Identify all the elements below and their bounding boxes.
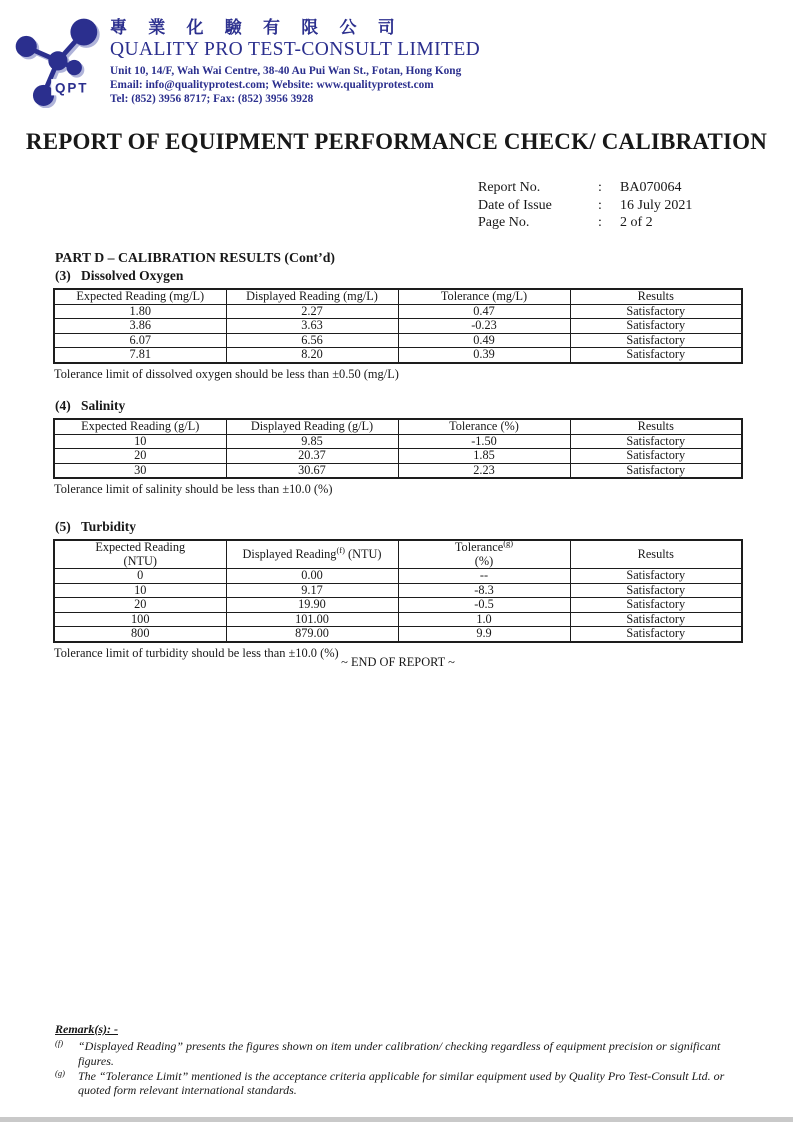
section-heading: [53, 268, 743, 284]
section-title: Turbidity: [81, 519, 137, 534]
column-header: Displayed Reading (mg/L): [226, 289, 398, 304]
column-header: Tolerance (%): [398, 419, 570, 434]
table-cell: Satisfactory: [570, 449, 742, 464]
company-logo: [8, 6, 104, 108]
table-cell: 3.86: [54, 319, 226, 334]
column-header: Expected Reading (g/L): [54, 419, 226, 434]
table-cell: 0.00: [226, 569, 398, 584]
table-row: [54, 463, 742, 478]
table-cell: 0: [54, 569, 226, 584]
table-cell: 30: [54, 463, 226, 478]
section-number: (5): [55, 519, 71, 534]
report-info-block: [478, 179, 692, 232]
report-number-label: Report No.: [478, 180, 541, 195]
salinity-table: [53, 418, 743, 479]
logo-qpt-text: QPT: [55, 80, 89, 96]
table-cell: Satisfactory: [570, 333, 742, 348]
page-number-label: Page No.: [478, 215, 530, 230]
table-row: [54, 583, 742, 598]
column-header: Results: [570, 540, 742, 569]
table-cell: 800: [54, 627, 226, 642]
company-email-website: Email: info@qualityprotest.com; Website: www.qualityprotest.com: [110, 78, 434, 91]
table-cell: Satisfactory: [570, 463, 742, 478]
company-address: Unit 10, 14/F, Wah Wai Centre, 38-40 Au Pui Wan St., Fotan, Hong Kong: [110, 65, 462, 77]
company-phone-fax: Tel: (852) 3956 8717; Fax: (852) 3956 3928: [110, 92, 314, 105]
table-row: [54, 333, 742, 348]
report-number-row: [478, 179, 692, 197]
table-cell: --: [398, 569, 570, 584]
remarks-block: [55, 1022, 750, 1098]
date-of-issue-label: Date of Issue: [478, 197, 552, 213]
table-cell: -0.23: [398, 319, 570, 334]
section-title: Dissolved Oxygen: [81, 268, 184, 283]
table-row: [54, 304, 742, 319]
dissolved-oxygen-table: [53, 288, 743, 364]
table-cell: 0.39: [398, 348, 570, 363]
tolerance-note: Tolerance limit of dissolved oxygen should be less than ±0.50 (mg/L): [54, 366, 399, 381]
table-cell: Satisfactory: [570, 627, 742, 642]
report-number-separator: :: [598, 180, 602, 195]
page-number-separator: :: [598, 215, 602, 230]
table-cell: 6.07: [54, 333, 226, 348]
table-cell: 20.37: [226, 449, 398, 464]
table-row: [54, 319, 742, 334]
table-cell: 0.49: [398, 333, 570, 348]
table-cell: Satisfactory: [570, 569, 742, 584]
section-dissolved-oxygen: [53, 268, 743, 382]
section-number: (3): [55, 268, 71, 283]
column-header: Displayed Reading (g/L): [226, 419, 398, 434]
table-cell: 7.81: [54, 348, 226, 363]
table-cell: Satisfactory: [570, 319, 742, 334]
table-cell: 1.85: [398, 449, 570, 464]
table-cell: 879.00: [226, 627, 398, 642]
table-cell: -0.5: [398, 598, 570, 613]
report-number-value: BA070064: [620, 180, 682, 195]
turbidity-table: [53, 539, 743, 643]
table-cell: 19.90: [226, 598, 398, 613]
tolerance-note: Tolerance limit of turbidity should be less than ±10.0 (%): [54, 645, 339, 660]
remark-marker: (f): [55, 1038, 64, 1048]
table-cell: 1.80: [54, 304, 226, 319]
table-row: [54, 348, 742, 363]
table-row: [54, 627, 742, 642]
column-header: Tolerance$^{(g)}$ (%): [398, 540, 570, 569]
part-d-heading: PART D – CALIBRATION RESULTS (Cont’d): [55, 250, 335, 265]
tolerance-note: Tolerance limit of salinity should be less than ±10.0 (%): [54, 482, 333, 496]
remark-text: The “Tolerance Limit” mentioned is the acceptance criteria applicable for similar equipment used by Quality Pro Test-Consult Ltd. or quoted form relevant international standards.: [78, 1068, 725, 1098]
table-cell: 20: [54, 598, 226, 613]
page-number-row: [478, 214, 692, 232]
column-header: Expected Reading (mg/L): [54, 289, 226, 304]
column-header: Results: [570, 419, 742, 434]
letterhead: [110, 13, 480, 106]
section-heading: [53, 519, 743, 535]
date-of-issue-value: 16 July 2021: [620, 197, 693, 213]
table-row: [54, 598, 742, 613]
section-number: (4): [55, 398, 71, 413]
table-cell: 9.85: [226, 434, 398, 449]
table-cell: 100: [54, 612, 226, 627]
section-salinity: [53, 398, 743, 497]
table-cell: Satisfactory: [570, 304, 742, 319]
company-name-chinese: 專 業 化 驗 有 限 公 司: [110, 18, 404, 37]
table-cell: -1.50: [398, 434, 570, 449]
scan-edge-artifact: [0, 1117, 793, 1122]
table-cell: 9.9: [398, 627, 570, 642]
table-cell: 3.63: [226, 319, 398, 334]
column-header: Tolerance (mg/L): [398, 289, 570, 304]
table-header-row: [54, 419, 742, 434]
document-title: REPORT OF EQUIPMENT PERFORMANCE CHECK/ CALIBRATION: [25, 129, 768, 154]
table-row: [54, 449, 742, 464]
column-header: Displayed Reading$^{(f)}$ (NTU): [226, 540, 398, 569]
table-cell: 1.0: [398, 612, 570, 627]
table-cell: 6.56: [226, 333, 398, 348]
remark-item: [55, 1039, 750, 1069]
table-cell: 30.67: [226, 463, 398, 478]
table-header-row: [54, 540, 742, 569]
remarks-list: [55, 1039, 750, 1098]
section-title: Salinity: [81, 398, 126, 413]
end-of-report-marker: ~ END OF REPORT ~: [341, 655, 455, 669]
table-cell: 9.17: [226, 583, 398, 598]
remark-item: [55, 1069, 750, 1099]
date-of-issue-separator: :: [598, 197, 602, 213]
table-cell: Satisfactory: [570, 348, 742, 363]
table-cell: 8.20: [226, 348, 398, 363]
table-cell: 10: [54, 583, 226, 598]
table-cell: -8.3: [398, 583, 570, 598]
section-heading: [53, 398, 743, 414]
remarks-heading: Remark(s): -: [55, 1022, 118, 1036]
table-cell: Satisfactory: [570, 583, 742, 598]
table-cell: 10: [54, 434, 226, 449]
table-cell: 0.47: [398, 304, 570, 319]
page-number-value: 2 of 2: [620, 215, 653, 230]
table-header-row: [54, 289, 742, 304]
table-row: [54, 612, 742, 627]
table-cell: 101.00: [226, 612, 398, 627]
table-cell: Satisfactory: [570, 598, 742, 613]
table-row: [54, 434, 742, 449]
remark-marker: (g): [55, 1067, 65, 1078]
table-cell: 20: [54, 449, 226, 464]
table-cell: Satisfactory: [570, 434, 742, 449]
column-header: Expected Reading (NTU): [54, 540, 226, 569]
table-row: [54, 569, 742, 584]
column-header: Results: [570, 289, 742, 304]
section-turbidity: [53, 519, 743, 661]
table-cell: 2.23: [398, 463, 570, 478]
table-cell: Satisfactory: [570, 612, 742, 627]
remark-text: “Displayed Reading” presents the figures shown on item under calibration/ checking regardless of equipment precision or significant figures.: [78, 1039, 721, 1068]
company-name-english: QUALITY PRO TEST-CONSULT LIMITED: [110, 39, 481, 60]
table-cell: 2.27: [226, 304, 398, 319]
date-of-issue-row: [478, 197, 692, 215]
